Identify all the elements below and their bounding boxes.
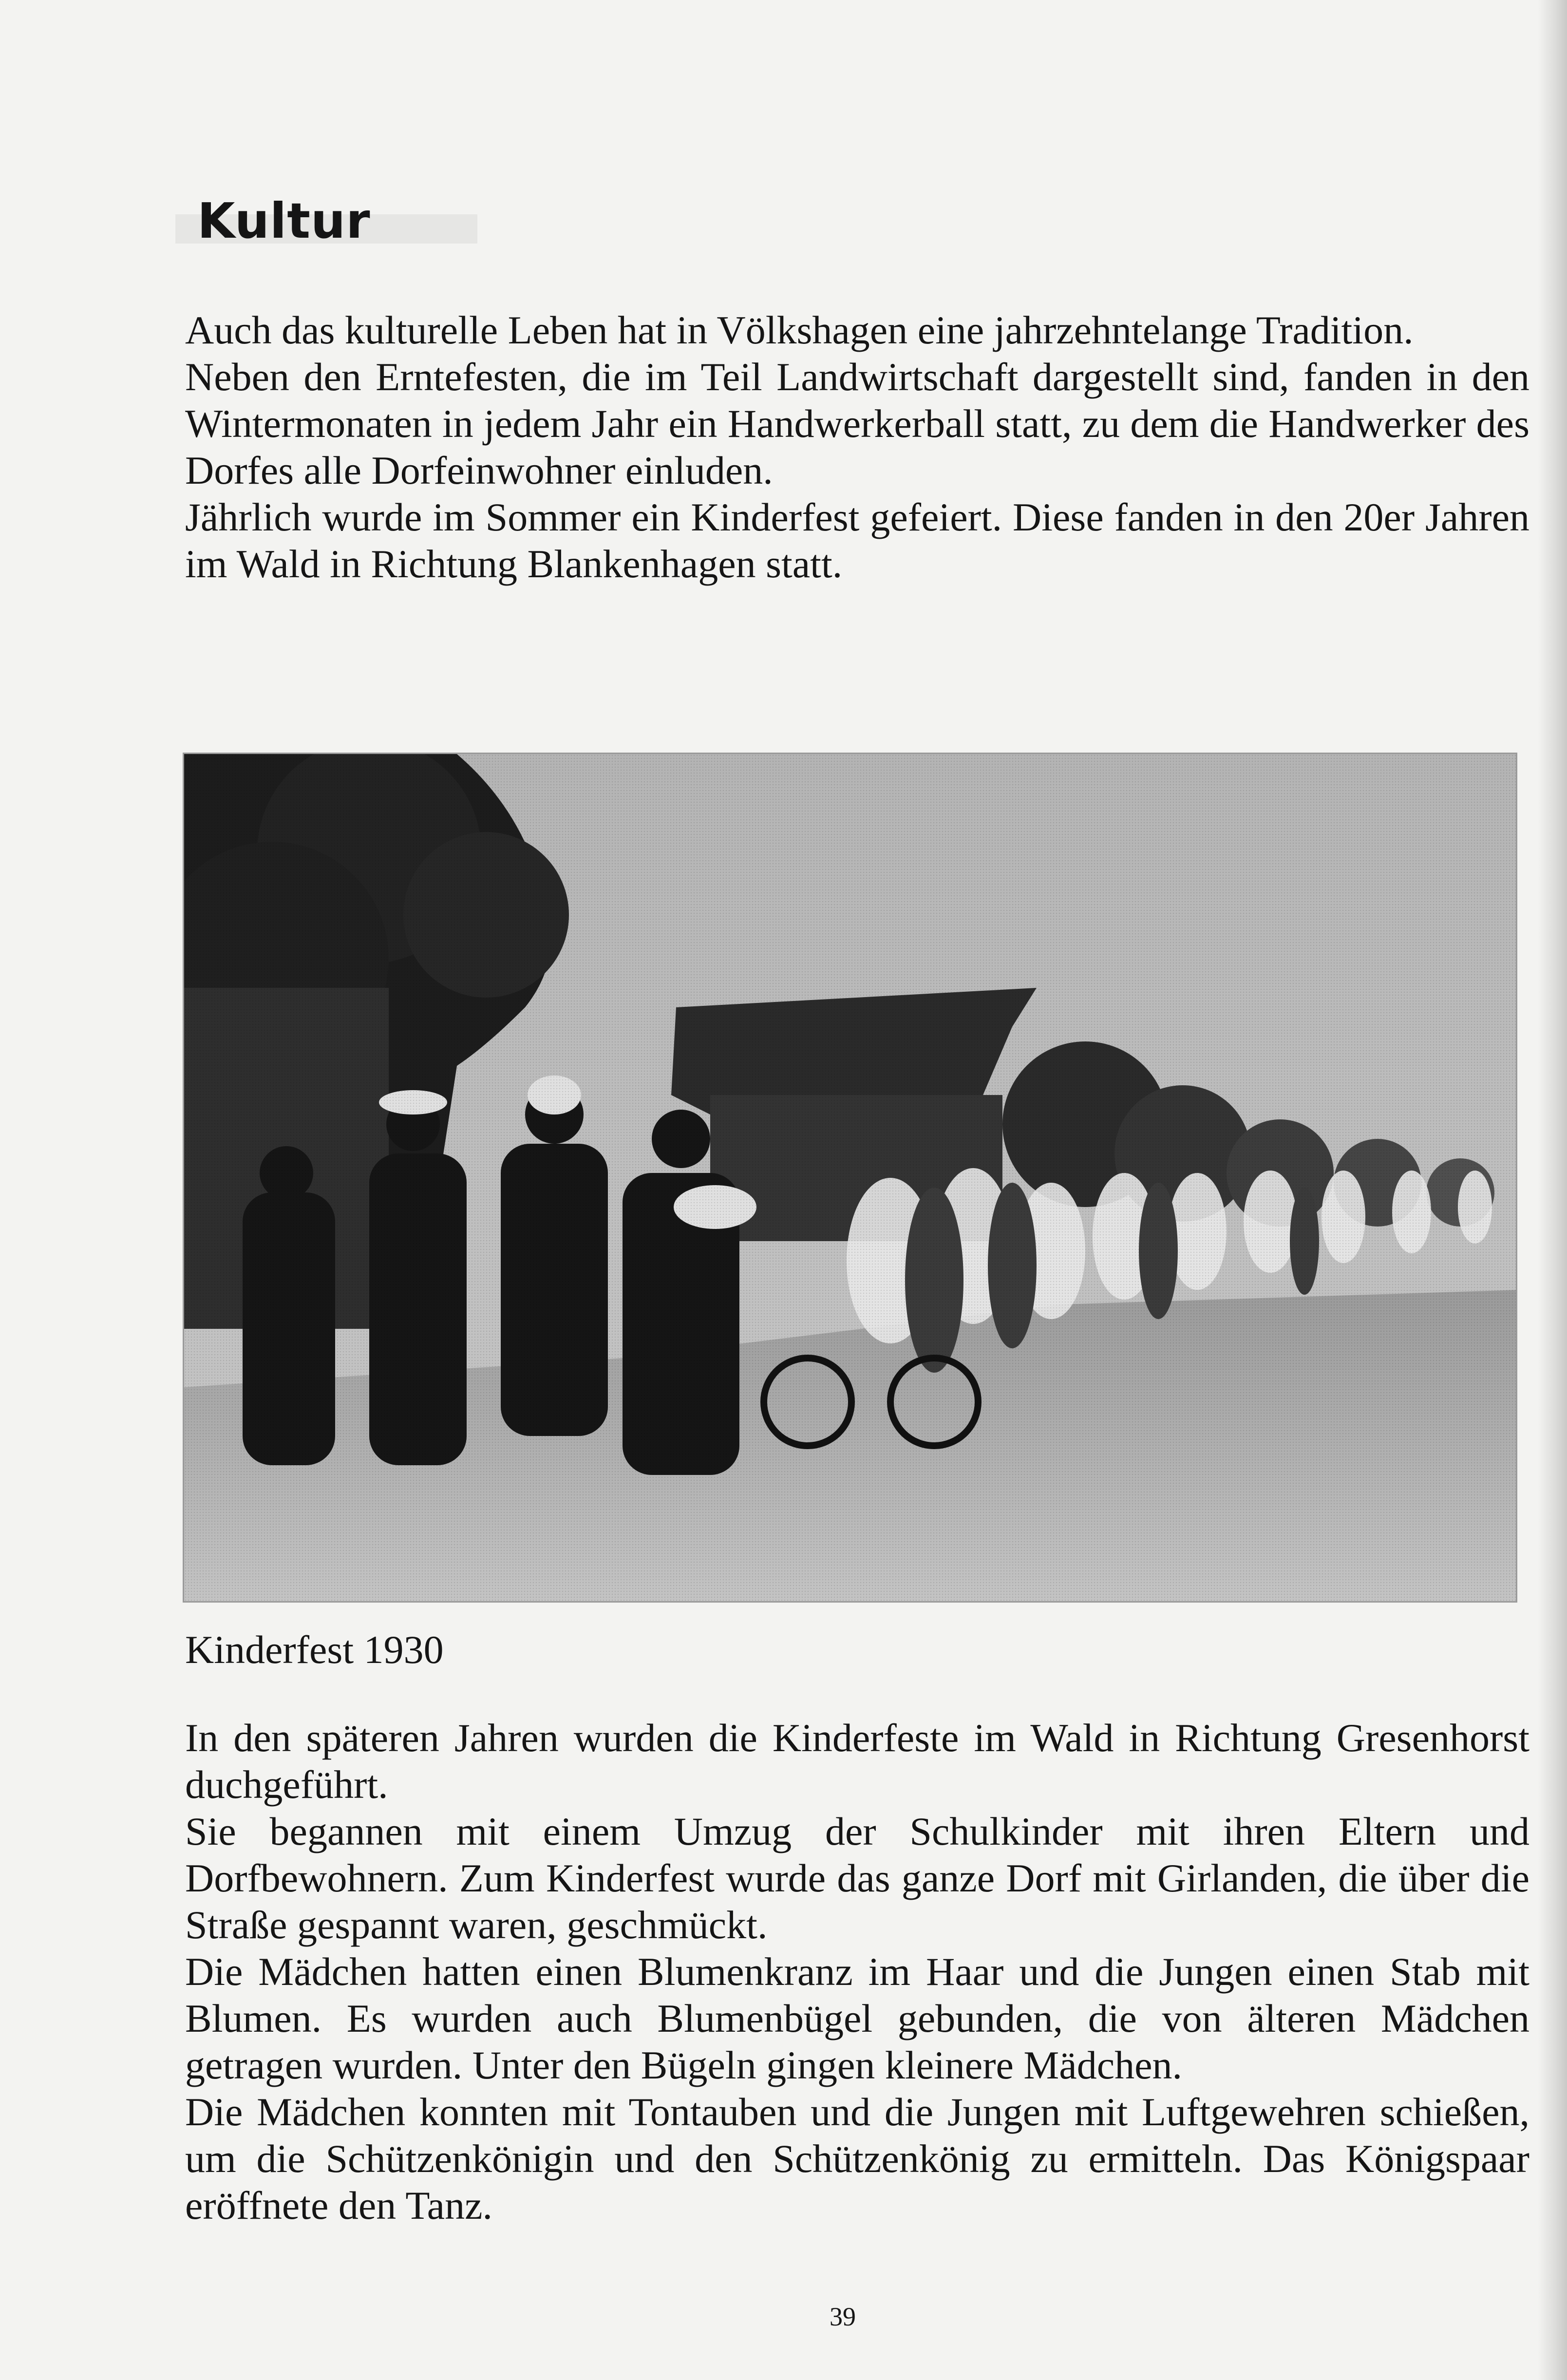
body-paragraph: In den späteren Jahren wurden die Kinderfeste im Wald in Richtung Gresenhorst duchgeführt.: [185, 1716, 1529, 1807]
intro-paragraph: Auch das kulturelle Leben hat in Völkshagen eine jahrzehntelange Tradition.: [185, 308, 1414, 352]
body-paragraph: Die Mädchen konnten mit Tontauben und die Jungen mit Luftgewehren schießen, um die Schützenkönigin und den Schützenkönig zu ermitteln. Das Königspaar eröffnete den Tanz.: [185, 2090, 1529, 2228]
photo-illustration: [184, 754, 1517, 1603]
body-text: [185, 1715, 1529, 2229]
page-title: Kultur: [197, 192, 371, 249]
intro-paragraph: Neben den Erntefesten, die im Teil Landwirtschaft dargestellt sind, fanden in den Wintermonaten in jedem Jahr ein Handwerkerball statt, zu dem die Handwerker des Dorfes alle Dorfeinwohner einluden.: [185, 355, 1529, 492]
body-paragraph: Sie begannen mit einem Umzug der Schulkinder mit ihren Eltern und Dorfbewohnern. Zum Kinderfest wurde das ganze Dorf mit Girlanden, die über die Straße gespannt waren, geschmückt.: [185, 1809, 1529, 1947]
photo-caption: Kinderfest 1930: [185, 1627, 444, 1672]
page-edge-shadow: [1538, 0, 1567, 2380]
intro-paragraph: Jährlich wurde im Sommer ein Kinderfest gefeiert. Diese fanden in den 20er Jahren im Wald in Richtung Blankenhagen statt.: [185, 495, 1529, 586]
photo-kinderfest: [183, 753, 1517, 1603]
intro-text: [185, 307, 1529, 587]
page-number: 39: [830, 2302, 856, 2331]
body-paragraph: Die Mädchen hatten einen Blumenkranz im Haar und die Jungen einen Stab mit Blumen. Es wurden auch Blumenbügel gebunden, die von älteren Mädchen getragen wurden. Unter den Bügeln gingen kleinere Mädchen.: [185, 1949, 1529, 2087]
